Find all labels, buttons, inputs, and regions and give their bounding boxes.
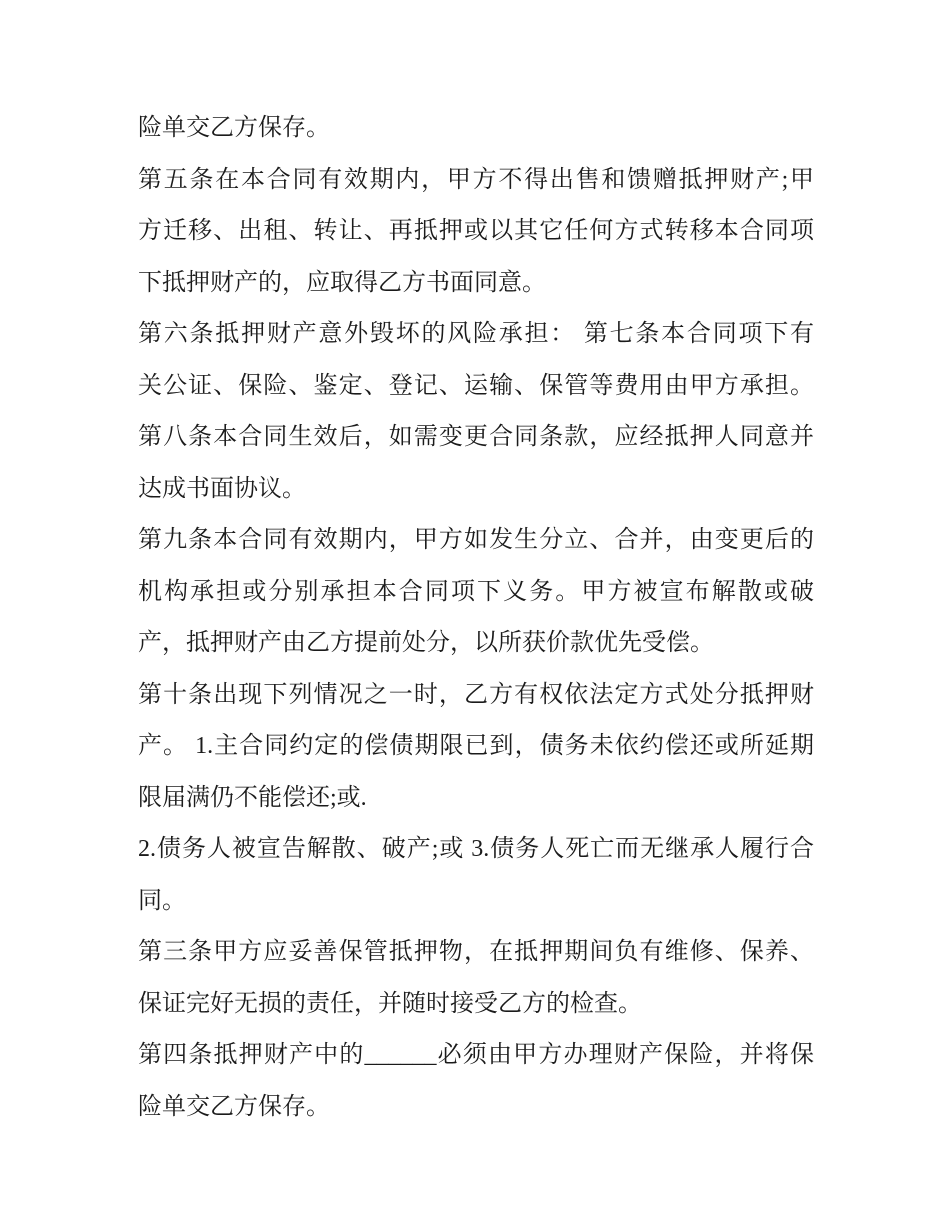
text-line: 险单交乙方保存。 — [138, 1093, 330, 1120]
contract-text-block — [138, 103, 814, 1133]
text-line: 产，抵押财产由乙方提前处分，以所获价款优先受偿。 — [138, 630, 714, 656]
text-line: 险单交乙方保存。 — [138, 115, 330, 141]
text-line: 限届满仍不能偿还;或. — [138, 784, 367, 811]
text-line: 第三条甲方应妥善保管抵押物，在抵押期间负有维修、保养、 — [138, 939, 814, 965]
text-line: 第九条本合同有效期内，甲方如发生分立、合并，由变更后的 — [138, 527, 814, 553]
text-line: 产。 1.主合同约定的偿债期限已到，债务未依约偿还或所延期 — [138, 733, 814, 759]
text-line: 机构承担或分别承担本合同项下义务。甲方被宣布解散或破 — [138, 578, 814, 605]
text-line: 同。 — [138, 887, 186, 914]
text-line: 第五条在本合同有效期内，甲方不得出售和馈赠抵押财产;甲 — [138, 166, 814, 193]
text-line: 达成书面协议。 — [138, 475, 306, 502]
text-line: 第六条抵押财产意外毁坏的风险承担： 第七条本合同项下有 — [138, 321, 814, 347]
text-line: 关公证、保险、鉴定、登记、运输、保管等费用由甲方承担。 — [138, 372, 814, 399]
text-line: 下抵押财产的，应取得乙方书面同意。 — [138, 269, 546, 296]
text-line: 第十条出现下列情况之一时，乙方有权依法定方式处分抵押财 — [138, 681, 814, 708]
text-line: 方迁移、出租、转让、再抵押或以其它任何方式转移本合同项 — [138, 218, 814, 244]
text-line: 2.债务人被宣告解散、破产;或 3.债务人死亡而无继承人履行合 — [138, 836, 814, 862]
text-line: 第八条本合同生效后，如需变更合同条款，应经抵押人同意并 — [138, 424, 814, 450]
text-line: 第四条抵押财产中的______必须由甲方办理财产保险，并将保 — [138, 1042, 814, 1068]
text-line: 保证完好无损的责任，并随时接受乙方的检查。 — [138, 990, 642, 1017]
